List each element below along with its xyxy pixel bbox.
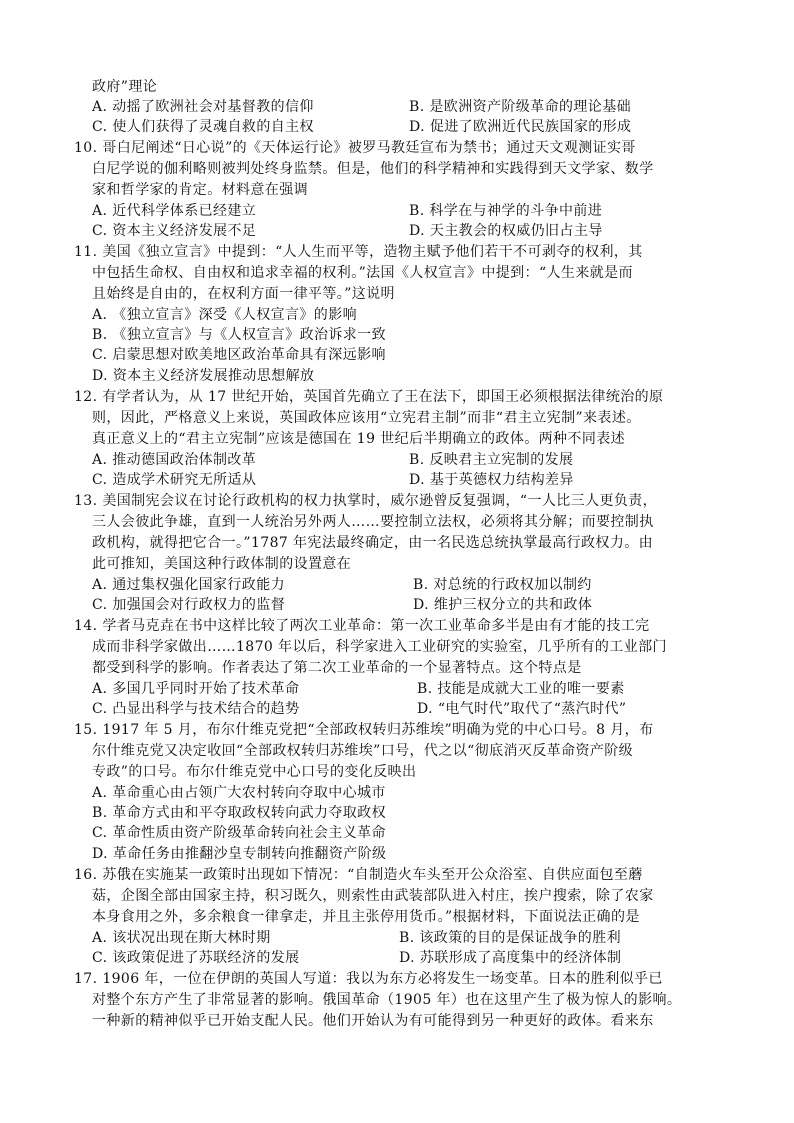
- q13-option-d: D. 维护三权分立的共和政体: [413, 597, 593, 613]
- q11-stem-line: 且始终是自由的，在权利方面一律平等。”这说明: [92, 286, 395, 302]
- q12-stem-line: 真正意义上的“君主立宪制”应该是德国在 19 世纪后半期确立的政体。两种不同表述: [92, 431, 626, 447]
- q10-option-b: B. 科学在与神学的斗争中前进: [409, 203, 603, 219]
- q9-stem-tail: 政府”理论: [92, 79, 158, 95]
- q15-option-b: B. 革命方式由和平夺取政权转向武力夺取政权: [92, 805, 386, 821]
- q10-stem-line: 10. 哥白尼阐述“日心说”的《天体运行论》被罗马教廷宣布为禁书；通过天文观测证实哥: [74, 140, 636, 156]
- q11-stem-line: 中包括生命权、自由权和追求幸福的权利。”法国《人权宣言》中提到：“人生来就是而: [92, 265, 633, 281]
- q14-option-d: D. “电气时代”取代了“蒸汽时代”: [417, 701, 627, 717]
- q12-option-d: D. 基于英德权力结构差异: [409, 472, 574, 488]
- q11-option-b: B. 《独立宣言》与《人权宣言》政治诉求一致: [92, 327, 386, 343]
- q13-stem-line: 此可推知，美国这种行政体制的设置意在: [92, 556, 352, 572]
- q14-stem-line: 14. 学者马克垚在书中这样比较了两次工业革命：第一次工业革命多半是由有才能的技工完: [74, 618, 650, 634]
- q9-option-a: A. 动摇了欧洲社会对基督教的信仰: [92, 99, 314, 115]
- q10-option-a: A. 近代科学体系已经建立: [92, 203, 257, 219]
- q13-stem-line: 13. 美国制宪会议在讨论行政机构的权力执掌时，威尔逊曾反复强调，“一人比三人更负责，: [74, 493, 658, 509]
- q9-option-d: D. 促进了欧洲近代民族国家的形成: [409, 119, 632, 135]
- q12-option-c: C. 造成学术研究无所适从: [92, 472, 257, 488]
- q15-option-d: D. 革命任务由推翻沙皇专制转向推翻资产阶级: [92, 846, 387, 862]
- q14-option-a: A. 多国几乎同时开始了技术革命: [92, 681, 300, 697]
- q15-option-a: A. 革命重心由占领广大农村转向夺取中心城市: [92, 785, 386, 801]
- q16-option-d: D. 苏联形成了高度集中的经济体制: [399, 950, 622, 966]
- q16-option-c: C. 该政策促进了苏联经济的发展: [92, 950, 300, 966]
- q11-option-a: A. 《独立宣言》深受《人权宣言》的影响: [92, 307, 358, 323]
- q12-option-a: A. 推动德国政治体制改革: [92, 452, 257, 468]
- q16-stem-line: 菇，企图全部由国家主持，积习既久，则索性由武装部队进入村庄，挨户搜索，除了农家: [92, 888, 654, 904]
- q10-stem-line: 白尼学说的伽利略则被判处终身监禁。但是，他们的科学精神和实践得到天文学家、数学: [92, 161, 654, 177]
- q10-option-c: C. 资本主义经济发展不足: [92, 223, 257, 239]
- q11-option-d: D. 资本主义经济发展推动思想解放: [92, 368, 315, 384]
- q15-stem-line: 15. 1917 年 5 月，布尔什维克党把“全部政权转归苏维埃”明确为党的中心口号。8 月，布: [74, 722, 654, 738]
- q16-option-a: A. 该状况出现在斯大林时期: [92, 930, 271, 946]
- q13-option-b: B. 对总统的行政权加以制约: [413, 577, 592, 593]
- q15-option-c: C. 革命性质由资产阶级革命转向社会主义革命: [92, 825, 386, 841]
- q16-option-b: B. 该政策的目的是保证战争的胜利: [399, 930, 621, 946]
- q14-option-c: C. 凸显出科学与技术结合的趋势: [92, 701, 300, 717]
- q15-stem-line: 尔什维克党又决定收回“全部政权转归苏维埃”口号，代之以“彻底消灭反革命资产阶级: [92, 743, 634, 759]
- q9-option-c: C. 使人们获得了灵魂自救的自主权: [92, 119, 314, 135]
- q14-stem-line: 都受到科学的影响。作者表达了第二次工业革命的一个显著特点。这个特点是: [92, 660, 582, 676]
- q14-option-b: B. 技能是成就大工业的唯一要素: [417, 681, 625, 697]
- q17-stem-line: 17. 1906 年，一位在伊朗的英国人写道：我以为东方必将发生一场变革。日本的胜利似乎已: [74, 971, 663, 987]
- q16-stem-line: 本身食用之外，多余粮食一律拿走，并且主张停用货币。”根据材料，下面说法正确的是: [92, 909, 640, 925]
- q11-stem-line: 11. 美国《独立宣言》中提到：“人人生而平等，造物主赋予他们若干不可剥夺的权利，其: [74, 244, 643, 260]
- q10-stem-line: 家和哲学家的肯定。材料意在强调: [92, 182, 308, 198]
- q12-stem-line: 12. 有学者认为，从 17 世纪开始，英国首先确立了王在法下，即国王必须根据法律统治的原: [74, 389, 664, 405]
- q17-stem-line: 一种新的精神似乎已开始支配人民。他们开始认为有可能得到另一种更好的政体。看来东: [92, 1013, 654, 1029]
- q13-option-c: C. 加强国会对行政权力的监督: [92, 597, 286, 613]
- q11-option-c: C. 启蒙思想对欧美地区政治革命具有深远影响: [92, 347, 386, 363]
- q10-option-d: D. 天主教会的权威仍旧占主导: [409, 223, 603, 239]
- q9-option-b: B. 是欧洲资产阶级革命的理论基础: [409, 99, 631, 115]
- q15-stem-line: 专政”的口号。布尔什维克党中心口号的变化反映出: [92, 764, 417, 780]
- q14-stem-line: 成而非科学家做出……1870 年以后，科学家进入工业研究的实验室，几乎所有的工业部门: [92, 639, 667, 655]
- q12-option-b: B. 反映君主立宪制的发展: [409, 452, 574, 468]
- q12-stem-line: 则，因此，严格意义上来说，英国政体应该用“立宪君主制”而非“君主立宪制”来表述。: [92, 410, 641, 426]
- q16-stem-line: 16. 苏俄在实施某一政策时出现如下情况：“自制造火车头至开公众浴室、自供应面包至蘑: [74, 867, 643, 883]
- q13-option-a: A. 通过集权强化国家行政能力: [92, 577, 286, 593]
- q13-stem-line: 政机构，就得把它合一。”1787 年宪法最终确定，由一名民选总统执掌最高行政权力。由: [92, 535, 654, 551]
- q13-stem-line: 三人会彼此争雄，直到一人统治另外两人……要控制立法权，必须将其分解；而要控制执: [92, 514, 654, 530]
- q17-stem-line: 对整个东方产生了非常显著的影响。俄国革命（1905 年）也在这里产生了极为惊人的影响。: [92, 992, 682, 1008]
